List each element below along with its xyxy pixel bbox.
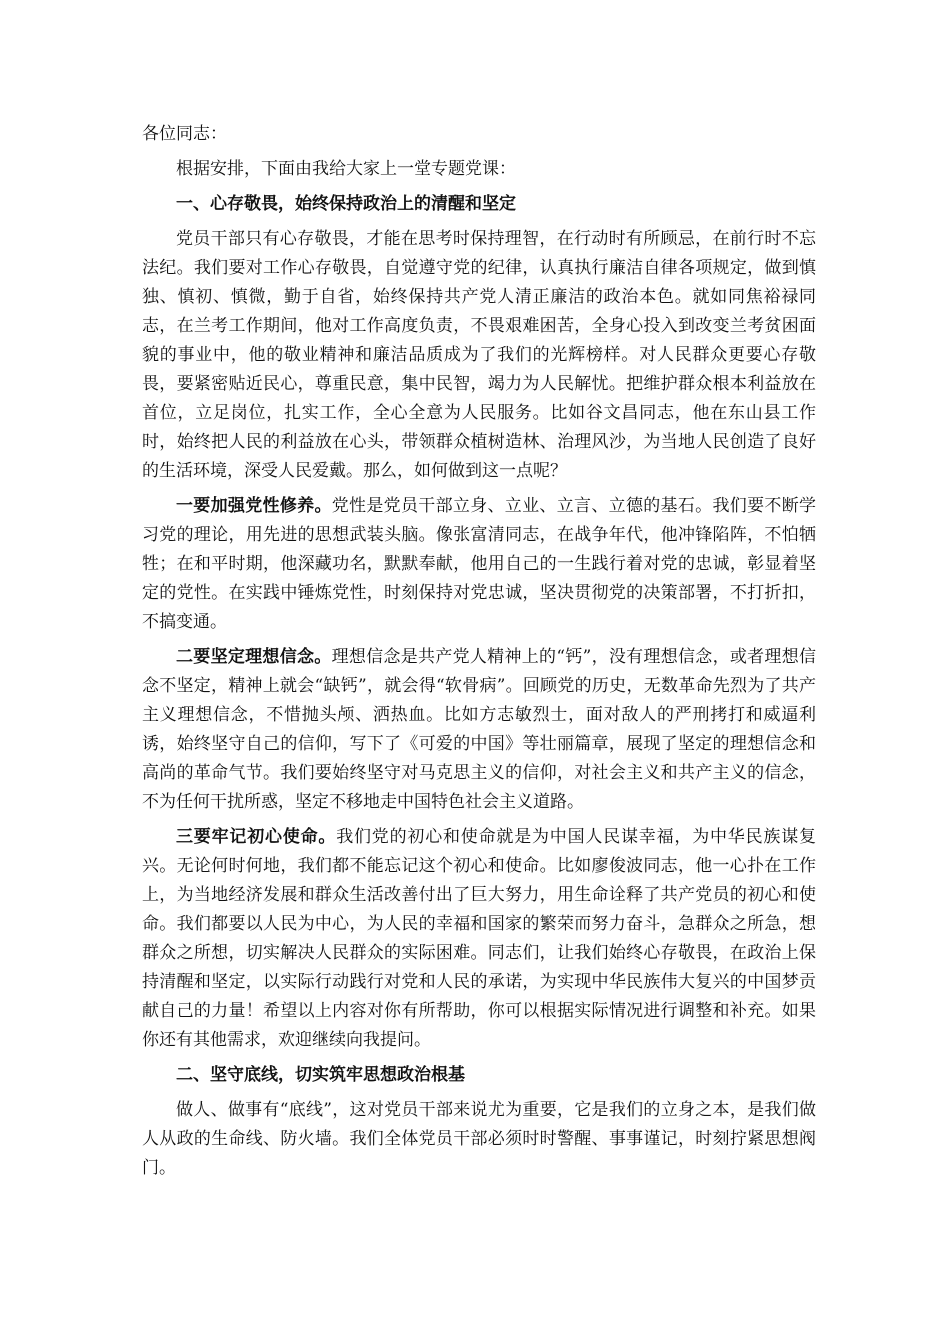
point-3-lead: 三要牢记初心使命。 (176, 827, 337, 847)
point-2-paragraph (142, 643, 816, 817)
section-2-heading: 二、坚守底线，切实筑牢思想政治根基 (176, 1065, 465, 1085)
section-2-paragraph: 做人、做事有“底线”，这对党员干部来说尤为重要，它是我们的立身之本，是我们做人从政的生命线、防火墙。我们全体党员干部必须时时警醒、事事谨记，时刻拧紧思想阀门。 (142, 1100, 816, 1178)
point-3-text: 我们党的初心和使命就是为中国人民谋幸福，为中华民族谋复兴。无论何时何地，我们都不能忘记这个初心和使命。比如廖俊波同志，他一心扑在工作上，为当地经济发展和群众生活改善付出了巨大努力，用生命诠释了共产党员的初心和使命。我们都要以人民为中心，为人民的幸福和国家的繁荣而努力奋斗，急群众之所急，想群众之所想，切实解决人民群众的实际困难。同志们，让我们始终心存敬畏，在政治上保持清醒和坚定，以实际行动践行对党和人民的承诺，为实现中华民族伟大复兴的中国梦贡献自己的力量！希望以上内容对你有所帮助，你可以根据实际情况进行调整和补充。如果你还有其他需求，欢迎继续向我提问。 (142, 827, 817, 1050)
intro-paragraph: 根据安排，下面由我给大家上一堂专题党课： (176, 159, 516, 179)
point-2-lead: 二要坚定理想信念。 (176, 647, 332, 667)
point-3-paragraph (142, 823, 816, 1055)
section-1-heading: 一、心存敬畏，始终保持政治上的清醒和坚定 (176, 194, 516, 214)
point-2-text: 理想信念是共产党人精神上的“钙”，没有理想信念，或者理想信念不坚定，精神上就会“缺钙”，就会得“软骨病”。回顾党的历史，无数革命先烈为了共产主义理想信念，不惜抛头颅、洒热血。比如方志敏烈士，面对敌人的严刑拷打和威逼利诱，始终坚守自己的信仰，写下了《可爱的中国》等壮丽篇章，展现了坚定的理想信念和高尚的革命气节。我们要始终坚守对马克思主义的信仰，对社会主义和共产主义的信念，不为任何干扰所惑，坚定不移地走中国特色社会主义道路。 (142, 647, 817, 812)
document-page (142, 120, 816, 1189)
point-1-text: 党性是党员干部立身、立业、立言、立德的基石。我们要不断学习党的理论，用先进的思想武装头脑。像张富清同志，在战争年代，他冲锋陷阵，不怕牺牲；在和平时期，他深藏功名，默默奉献，他用自己的一生践行着对党的忠诚，彰显着坚定的党性。在实践中锤炼党性，时刻保持对党忠诚，坚决贯彻党的决策部署，不打折扣，不搞变通。 (142, 496, 816, 632)
section-1-paragraph: 党员干部只有心存敬畏，才能在思考时保持理智，在行动时有所顾忌，在前行时不忘法纪。我们要对工作心存敬畏，自觉遵守党的纪律，认真执行廉洁自律各项规定，做到慎独、慎初、慎微，勤于自省，始终保持共产党人清正廉洁的政治本色。就如同焦裕禄同志，在兰考工作期间，他对工作高度负责，不畏艰难困苦，全身心投入到改变兰考贫困面貌的事业中，他的敬业精神和廉洁品质成为了我们的光辉榜样。对人民群众更要心存敬畏，要紧密贴近民心，尊重民意，集中民智，竭力为人民解忧。把维护群众根本利益放在首位，立足岗位，扎实工作，全心全意为人民服务。比如谷文昌同志，他在东山县工作时，始终把人民的利益放在心头，带领群众植树造林、治理风沙，为当地人民创造了良好的生活环境，深受人民爱戴。那么，如何做到这一点呢？ (142, 229, 816, 481)
salutation: 各位同志： (142, 124, 227, 144)
point-1-paragraph (142, 492, 816, 637)
point-1-lead: 一要加强党性修养。 (176, 496, 332, 516)
